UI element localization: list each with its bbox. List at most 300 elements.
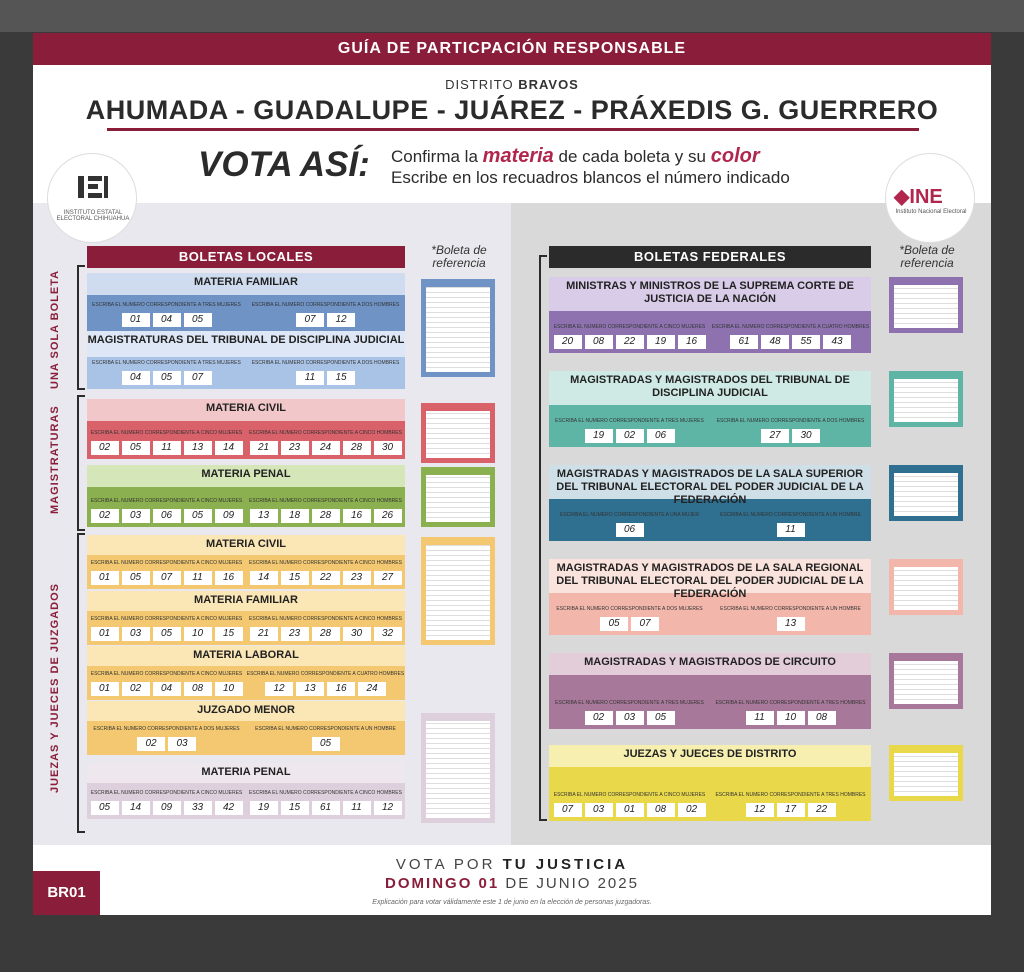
number-boxes [246, 509, 405, 523]
column-instruction: ESCRIBA EL NÚMERO CORRESPONDIENTE A UN HOMBRE [720, 606, 861, 612]
number-box: 30 [343, 627, 371, 641]
number-box: 11 [184, 571, 212, 585]
ballot-column [549, 418, 710, 443]
number-box: 07 [554, 803, 582, 817]
ballot-column [549, 512, 710, 537]
ballot-column [87, 790, 246, 815]
number-boxes [710, 429, 871, 443]
reference-ballot-thumbnail [889, 745, 963, 801]
ballot-columns [549, 418, 871, 443]
column-instruction: ESCRIBA EL NÚMERO CORRESPONDIENTE A UN HOMBRE [255, 726, 396, 732]
number-box: 61 [312, 801, 340, 815]
column-instruction: ESCRIBA EL NÚMERO CORRESPONDIENTE A TRES MUJERES [92, 360, 241, 366]
number-box: 13 [184, 441, 212, 455]
number-box: 15 [215, 627, 243, 641]
number-box: 03 [168, 737, 196, 751]
bracket-federal [539, 255, 547, 821]
reference-ballot-thumbnail [889, 371, 963, 427]
ballot-column [710, 606, 871, 631]
background-top [0, 0, 1024, 32]
ballot-columns [549, 792, 871, 817]
reference-ballot-thumbnail [421, 279, 495, 377]
number-boxes [246, 371, 405, 385]
number-box: 01 [91, 627, 119, 641]
federal-ref-label: *Boleta de referencia [899, 243, 955, 270]
ballot-columns [549, 700, 871, 725]
number-boxes [87, 682, 246, 696]
ballot-title: MATERIA PENAL [201, 468, 291, 480]
number-box: 23 [343, 571, 371, 585]
footer-vota [33, 856, 991, 873]
number-boxes [549, 523, 710, 537]
number-box: 08 [184, 682, 212, 696]
number-box: 28 [312, 509, 340, 523]
ballot-column [246, 360, 405, 385]
number-box: 24 [312, 441, 340, 455]
column-instruction: ESCRIBA EL NÚMERO CORRESPONDIENTE A CINCO MUJERES [553, 792, 706, 798]
number-box: 30 [792, 429, 820, 443]
number-box: 02 [91, 509, 119, 523]
iee-logo-text: INSTITUTO ESTATAL ELECTORAL CHIHUAHUA [56, 210, 130, 222]
number-boxes [87, 313, 246, 327]
reference-ballot-thumbnail [889, 653, 963, 709]
ballot-column [246, 616, 405, 641]
number-box: 03 [616, 711, 644, 725]
ballot-column [710, 418, 871, 443]
number-box: 28 [343, 441, 371, 455]
column-instruction: ESCRIBA EL NÚMERO CORRESPONDIENTE A CINCO HOMBRES [249, 560, 402, 566]
vlabel-una-sola: UNA SOLA BOLETA [49, 269, 61, 389]
distrito-prefix: DISTRITO [445, 77, 514, 92]
ballot-column [710, 700, 871, 725]
number-boxes [87, 801, 246, 815]
number-box: 15 [281, 571, 309, 585]
number-box: 03 [122, 509, 150, 523]
vlabel-juzgados: JUEZAS Y JUECES DE JUZGADOS [49, 583, 61, 793]
number-box: 14 [250, 571, 278, 585]
number-box: 11 [153, 441, 181, 455]
ballot-column [87, 616, 246, 641]
number-box: 06 [153, 509, 181, 523]
column-instruction: ESCRIBA EL NÚMERO CORRESPONDIENTE A CINCO MUJERES [553, 324, 706, 330]
number-box: 03 [122, 627, 150, 641]
column-instruction: ESCRIBA EL NÚMERO CORRESPONDIENTE A CUATRO HOMBRES [711, 324, 870, 330]
number-box: 15 [327, 371, 355, 385]
number-box: 05 [312, 737, 340, 751]
ballot-column [246, 790, 405, 815]
thumbnail-lines [894, 473, 958, 516]
number-box: 02 [585, 711, 613, 725]
ballot-column [87, 360, 246, 385]
ballot-block [87, 465, 405, 527]
number-box: 02 [678, 803, 706, 817]
number-boxes [87, 509, 246, 523]
number-box: 23 [281, 441, 309, 455]
footer-domingo: DOMINGO 01 [385, 875, 500, 892]
number-box: 05 [122, 441, 150, 455]
number-box: 07 [184, 371, 212, 385]
thumbnail-lines [426, 475, 490, 522]
distrito-name: BRAVOS [518, 77, 579, 92]
column-instruction: ESCRIBA EL NÚMERO CORRESPONDIENTE A TRES MUJERES [555, 418, 704, 424]
number-box: 33 [184, 801, 212, 815]
ballot-title: MAGISTRADAS Y MAGISTRADOS DE LA SALA REGIONAL DEL TRIBUNAL ELECTORAL DEL PODER JUDICIAL DE LA FEDERACIÓN [556, 562, 864, 600]
thumbnail-lines [426, 411, 490, 458]
number-box: 05 [153, 627, 181, 641]
number-boxes [246, 737, 405, 751]
ballot-title: JUZGADO MENOR [197, 704, 295, 716]
number-box: 12 [374, 801, 402, 815]
number-box: 21 [250, 441, 278, 455]
column-instruction: ESCRIBA EL NÚMERO CORRESPONDIENTE A UNA MUJER [559, 512, 699, 518]
number-box: 61 [730, 335, 758, 349]
column-instruction: ESCRIBA EL NÚMERO CORRESPONDIENTE A CINCO HOMBRES [249, 616, 402, 622]
number-box: 04 [122, 371, 150, 385]
number-box: 48 [761, 335, 789, 349]
number-box: 14 [215, 441, 243, 455]
vota-asi-heading: VOTA ASÍ: [198, 145, 370, 184]
number-boxes [710, 803, 871, 817]
instr-color: color [710, 145, 760, 167]
ballot-column [87, 430, 246, 455]
number-box: 04 [153, 682, 181, 696]
column-instruction: ESCRIBA EL NÚMERO CORRESPONDIENTE A CINCO MUJERES [90, 790, 243, 796]
number-box: 08 [647, 803, 675, 817]
ballot-column [710, 792, 871, 817]
ballot-column [549, 700, 710, 725]
ballot-columns [87, 616, 405, 641]
ballot-block [549, 465, 871, 541]
number-box: 12 [327, 313, 355, 327]
number-boxes [246, 682, 405, 696]
district-code: BR01 [33, 871, 100, 915]
column-instruction: ESCRIBA EL NÚMERO CORRESPONDIENTE A CINCO MUJERES [90, 671, 243, 677]
ballot-title: MATERIA PENAL [201, 766, 291, 778]
ballot-column [246, 726, 405, 751]
number-box: 09 [153, 801, 181, 815]
number-box: 07 [631, 617, 659, 631]
number-box: 24 [358, 682, 386, 696]
column-instruction: ESCRIBA EL NÚMERO CORRESPONDIENTE A TRES MUJERES [555, 700, 704, 706]
ballot-columns [87, 302, 405, 327]
number-boxes [87, 441, 246, 455]
banner-title: GUÍA DE PARTICPACIÓN RESPONSABLE [33, 33, 991, 65]
ballot-columns [87, 360, 405, 385]
distrito-label [33, 77, 991, 92]
column-instruction: ESCRIBA EL NÚMERO CORRESPONDIENTE A DOS HOMBRES [251, 302, 400, 308]
number-box: 03 [585, 803, 613, 817]
column-instruction: ESCRIBA EL NÚMERO CORRESPONDIENTE A CINCO HOMBRES [249, 430, 402, 436]
instr-part: de cada boleta y su [558, 147, 706, 166]
column-instruction: ESCRIBA EL NÚMERO CORRESPONDIENTE A TRES HOMBRES [715, 792, 866, 798]
reference-ballot-thumbnail [421, 403, 495, 463]
number-box: 05 [184, 313, 212, 327]
instr-line2: Escribe en los recuadros blancos el número indicado [391, 168, 790, 187]
ballot-title: MATERIA LABORAL [193, 649, 299, 661]
ballot-block [87, 331, 405, 389]
number-box: 04 [153, 313, 181, 327]
ballot-title: MAGISTRADAS Y MAGISTRADOS DE CIRCUITO [584, 656, 836, 668]
ballot-title: MAGISTRADAS Y MAGISTRADOS DE LA SALA SUPERIOR DEL TRIBUNAL ELECTORAL DEL PODER JUDICIAL DE LA FEDERACIÓN [556, 468, 864, 506]
number-boxes [549, 711, 710, 725]
number-box: 16 [343, 509, 371, 523]
number-boxes [549, 429, 710, 443]
footer-vota-por: VOTA POR [395, 856, 496, 873]
ballot-block [87, 273, 405, 331]
instr-materia: materia [482, 145, 554, 167]
ballot-block [87, 701, 405, 755]
number-box: 42 [215, 801, 243, 815]
column-instruction: ESCRIBA EL NÚMERO CORRESPONDIENTE A TRES HOMBRES [715, 700, 866, 706]
number-box: 11 [777, 523, 805, 537]
number-box: 02 [91, 441, 119, 455]
thumbnail-lines [894, 661, 958, 704]
number-boxes [710, 617, 871, 631]
thumbnail-lines [894, 285, 958, 328]
number-box: 16 [327, 682, 355, 696]
column-instruction: ESCRIBA EL NÚMERO CORRESPONDIENTE A DOS HOMBRES [716, 418, 865, 424]
number-box: 01 [122, 313, 150, 327]
ballot-title: MINISTRAS Y MINISTROS DE LA SUPREMA CORTE DE JUSTICIA DE LA NACIÓN [566, 280, 854, 305]
number-box: 05 [600, 617, 628, 631]
ballot-block [87, 646, 405, 700]
number-boxes [710, 335, 871, 349]
number-box: 08 [808, 711, 836, 725]
number-boxes [246, 441, 405, 455]
ballot-column [246, 498, 405, 523]
local-ref-label: *Boleta de referencia [431, 243, 487, 270]
number-box: 19 [585, 429, 613, 443]
bracket-magistraturas [77, 395, 85, 531]
number-box: 09 [215, 509, 243, 523]
number-box: 01 [91, 682, 119, 696]
number-box: 20 [554, 335, 582, 349]
bracket-juzgados [77, 533, 85, 833]
ballot-columns [87, 560, 405, 585]
number-box: 30 [374, 441, 402, 455]
ballot-block [549, 653, 871, 729]
reference-ballot-thumbnail [421, 713, 495, 823]
federal-header: BOLETAS FEDERALES [549, 246, 871, 268]
instructions [391, 146, 790, 188]
column-instruction: ESCRIBA EL NÚMERO CORRESPONDIENTE A CINCO HOMBRES [249, 498, 402, 504]
number-box: 07 [153, 571, 181, 585]
reference-ballot-thumbnail [421, 537, 495, 645]
local-header: BOLETAS LOCALES [87, 246, 405, 268]
thumbnail-lines [894, 567, 958, 610]
ballot-column [710, 324, 871, 349]
number-boxes [549, 803, 710, 817]
instr-part: Confirma la [391, 147, 478, 166]
ballot-column [246, 671, 405, 696]
footer-explanation: Explicación para votar válidamente este 1 de junio en la elección de personas juzgadoras. [372, 899, 652, 906]
footer-month: DE JUNIO 2025 [505, 875, 639, 892]
number-box: 32 [374, 627, 402, 641]
number-box: 26 [374, 509, 402, 523]
number-boxes [246, 627, 405, 641]
number-box: 13 [250, 509, 278, 523]
ballot-column [549, 792, 710, 817]
number-boxes [246, 313, 405, 327]
iee-logo-icon [48, 154, 138, 209]
reference-ballot-thumbnail [889, 465, 963, 521]
number-box: 27 [374, 571, 402, 585]
number-box: 01 [91, 571, 119, 585]
ballot-block [87, 591, 405, 645]
thumbnail-lines [894, 379, 958, 422]
number-box: 21 [250, 627, 278, 641]
number-box: 05 [647, 711, 675, 725]
ballot-column [246, 302, 405, 327]
ballot-column [87, 726, 246, 751]
number-box: 02 [122, 682, 150, 696]
number-boxes [246, 571, 405, 585]
ine-logo-mark [894, 184, 943, 209]
bracket-una-sola [77, 265, 85, 390]
number-boxes [246, 801, 405, 815]
ballot-columns [87, 726, 405, 751]
ballot-block [87, 535, 405, 589]
municipios-title: AHUMADA - GUADALUPE - JUÁREZ - PRÁXEDIS G. GUERRERO [85, 95, 939, 125]
ballot-block [549, 277, 871, 353]
ballot-title: MATERIA FAMILIAR [194, 276, 298, 288]
ballot-column [87, 560, 246, 585]
ballot-block [549, 745, 871, 821]
number-box: 16 [678, 335, 706, 349]
column-instruction: ESCRIBA EL NÚMERO CORRESPONDIENTE A UN HOMBRE [720, 512, 861, 518]
ballot-title: JUEZAS Y JUECES DE DISTRITO [623, 748, 797, 760]
ballot-title: MATERIA CIVIL [205, 538, 287, 550]
footer-date [33, 875, 991, 892]
number-boxes [549, 335, 710, 349]
ballot-title: MAGISTRADAS Y MAGISTRADOS DEL TRIBUNAL DE DISCIPLINA JUDICIAL [570, 374, 850, 399]
number-box: 11 [746, 711, 774, 725]
ine-logo-word: INE [909, 186, 943, 208]
number-box: 11 [343, 801, 371, 815]
number-boxes [710, 711, 871, 725]
ballot-column [87, 671, 246, 696]
ballot-columns [87, 790, 405, 815]
number-box: 05 [153, 371, 181, 385]
number-boxes [710, 523, 871, 537]
ballot-column [246, 430, 405, 455]
column-instruction: ESCRIBA EL NÚMERO CORRESPONDIENTE A CUATRO HOMBRES [246, 671, 405, 677]
column-instruction: ESCRIBA EL NÚMERO CORRESPONDIENTE A CINCO MUJERES [90, 430, 243, 436]
ine-logo [885, 153, 975, 243]
ballot-column [549, 324, 710, 349]
column-instruction: ESCRIBA EL NÚMERO CORRESPONDIENTE A CINCO HOMBRES [249, 790, 402, 796]
number-box: 55 [792, 335, 820, 349]
number-boxes [87, 571, 246, 585]
thumbnail-lines [426, 545, 490, 640]
number-box: 06 [647, 429, 675, 443]
title-underline [107, 128, 919, 131]
reference-ballot-thumbnail [421, 467, 495, 527]
ballot-columns [87, 671, 405, 696]
footer-tu-justicia: TU JUSTICIA [502, 856, 629, 873]
ballot-title: MATERIA CIVIL [205, 402, 287, 414]
ballot-block [549, 559, 871, 635]
ballot-block [87, 763, 405, 819]
number-boxes [87, 737, 246, 751]
ballot-columns [549, 512, 871, 537]
number-box: 23 [281, 627, 309, 641]
ballot-column [87, 498, 246, 523]
number-box: 08 [585, 335, 613, 349]
thumbnail-lines [426, 721, 490, 818]
column-instruction: ESCRIBA EL NÚMERO CORRESPONDIENTE A CINCO MUJERES [90, 616, 243, 622]
number-box: 12 [746, 803, 774, 817]
number-boxes [87, 371, 246, 385]
ballot-columns [87, 498, 405, 523]
number-box: 22 [808, 803, 836, 817]
number-box: 18 [281, 509, 309, 523]
thumbnail-lines [894, 753, 958, 796]
column-instruction: ESCRIBA EL NÚMERO CORRESPONDIENTE A DOS MUJERES [556, 606, 703, 612]
number-box: 05 [91, 801, 119, 815]
ballot-block [549, 371, 871, 447]
vlabel-magistraturas: MAGISTRATURAS [49, 405, 61, 515]
ballot-title: MATERIA FAMILIAR [194, 594, 298, 606]
number-box: 11 [296, 371, 324, 385]
number-box: 10 [777, 711, 805, 725]
number-box: 27 [761, 429, 789, 443]
number-box: 06 [616, 523, 644, 537]
ballot-column [710, 512, 871, 537]
number-box: 19 [647, 335, 675, 349]
number-box: 12 [265, 682, 293, 696]
iee-logo [47, 153, 137, 243]
number-box: 22 [616, 335, 644, 349]
number-box: 07 [296, 313, 324, 327]
number-box: 16 [215, 571, 243, 585]
ballot-columns [87, 430, 405, 455]
number-box: 14 [122, 801, 150, 815]
column-instruction: ESCRIBA EL NÚMERO CORRESPONDIENTE A TRES MUJERES [92, 302, 241, 308]
number-box: 28 [312, 627, 340, 641]
ballot-column [87, 302, 246, 327]
column-instruction: ESCRIBA EL NÚMERO CORRESPONDIENTE A CINCO MUJERES [90, 498, 243, 504]
ballot-title: MAGISTRATURAS DEL TRIBUNAL DE DISCIPLINA JUDICIAL [87, 334, 405, 346]
ine-diamond-icon: ◆ [894, 186, 910, 208]
number-box: 10 [184, 627, 212, 641]
ballot-column [246, 560, 405, 585]
number-box: 17 [777, 803, 805, 817]
thumbnail-lines [426, 287, 490, 372]
ballot-columns [549, 606, 871, 631]
column-instruction: ESCRIBA EL NÚMERO CORRESPONDIENTE A DOS MUJERES [93, 726, 240, 732]
number-box: 22 [312, 571, 340, 585]
column-instruction: ESCRIBA EL NÚMERO CORRESPONDIENTE A DOS HOMBRES [251, 360, 400, 366]
ine-logo-text: Instituto Nacional Electoral [895, 209, 967, 215]
ballot-column [549, 606, 710, 631]
ballot-block [87, 399, 405, 459]
number-box: 05 [122, 571, 150, 585]
number-box: 02 [616, 429, 644, 443]
number-box: 13 [296, 682, 324, 696]
number-box: 13 [777, 617, 805, 631]
column-instruction: ESCRIBA EL NÚMERO CORRESPONDIENTE A CINCO MUJERES [90, 560, 243, 566]
number-box: 05 [184, 509, 212, 523]
number-box: 19 [250, 801, 278, 815]
number-boxes [549, 617, 710, 631]
ballot-columns [549, 324, 871, 349]
number-box: 15 [281, 801, 309, 815]
reference-ballot-thumbnail [889, 277, 963, 333]
guide-card [33, 33, 991, 915]
number-box: 10 [215, 682, 243, 696]
number-boxes [87, 627, 246, 641]
